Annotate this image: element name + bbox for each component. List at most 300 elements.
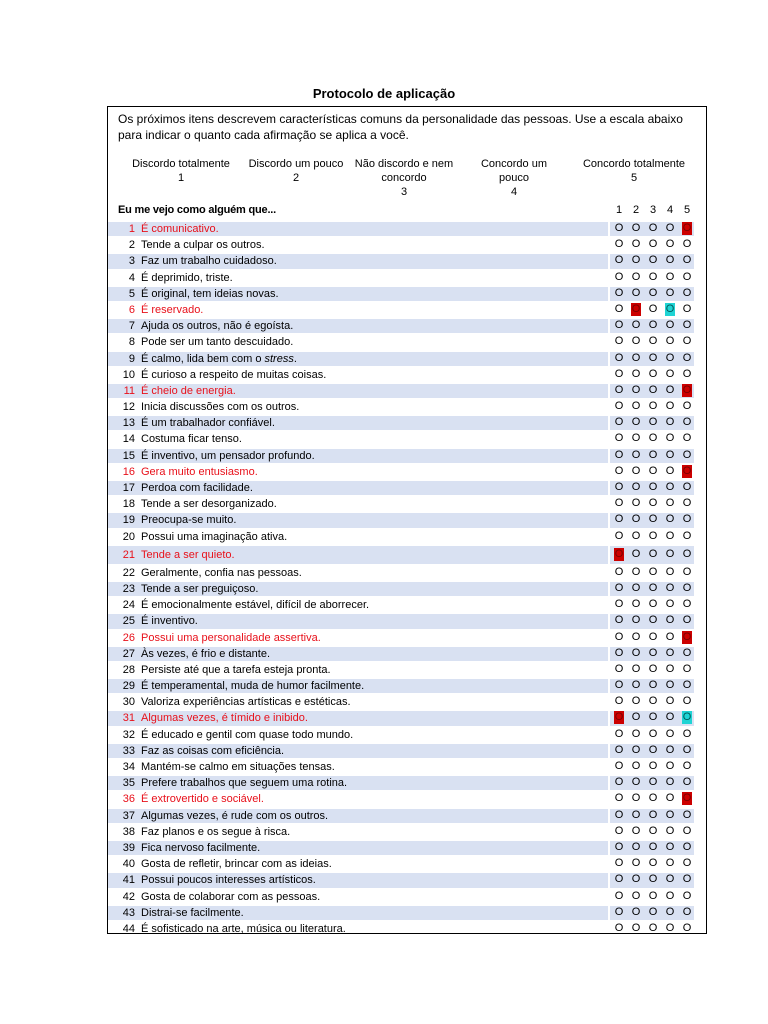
rating-option-3[interactable]: O (648, 662, 658, 675)
rating-option-5[interactable]: O (682, 400, 692, 413)
rating-option-3[interactable]: O (648, 695, 658, 708)
questionnaire-item (108, 694, 707, 710)
rating-option-4[interactable]: O (665, 383, 675, 396)
questionnaire-item (108, 630, 707, 646)
item-text: Persiste até que a tarefa esteja pronta. (141, 663, 331, 676)
rating-option-1[interactable]: O (614, 679, 624, 692)
item-number: 9 (128, 352, 135, 365)
rating-option-2[interactable]: O (631, 695, 641, 708)
rating-option-3[interactable]: O (648, 808, 658, 821)
item-text: Possui poucos interesses artísticos. (141, 874, 316, 887)
rating-option-2[interactable]: O (631, 335, 641, 348)
rating-option-1[interactable]: O (614, 481, 624, 493)
rating-option-2[interactable]: O (631, 614, 641, 627)
item-text: É extrovertido e sociável. (141, 793, 264, 806)
rating-option-5-selected[interactable]: O (682, 464, 692, 477)
rating-option-3[interactable]: O (648, 222, 658, 234)
item-text: Tende a culpar os outros. (141, 239, 265, 252)
rating-option-3[interactable]: O (648, 824, 658, 837)
item-number: 14 (122, 433, 135, 446)
rating-option-4[interactable]: O (665, 481, 675, 493)
rating-option-3[interactable]: O (648, 711, 658, 724)
rating-option-5[interactable]: O (682, 351, 692, 364)
rating-option-5[interactable]: O (682, 743, 692, 756)
rating-option-1[interactable]: O (614, 351, 624, 364)
rating-option-3[interactable]: O (648, 598, 658, 611)
rating-option-2[interactable]: O (631, 565, 641, 578)
rating-option-1[interactable]: O (614, 529, 624, 542)
item-number: 25 (122, 615, 135, 628)
item-text: É um trabalhador confiável. (141, 417, 275, 430)
rating-option-1[interactable]: O (614, 727, 624, 740)
item-number: 22 (122, 566, 135, 579)
rating-option-1[interactable]: O (614, 383, 624, 396)
item-number: 27 (122, 647, 135, 660)
item-number: 24 (122, 599, 135, 612)
rating-option-4[interactable]: O (665, 630, 675, 643)
rating-option-5[interactable]: O (682, 302, 692, 315)
rating-option-3[interactable]: O (648, 614, 658, 627)
rating-option-1[interactable]: O (614, 808, 624, 821)
rating-option-5-selected[interactable]: O (682, 630, 692, 643)
rating-option-4[interactable]: O (665, 270, 675, 283)
rating-option-1[interactable]: O (614, 824, 624, 837)
rating-option-1[interactable]: O (614, 319, 624, 332)
rating-option-4[interactable]: O (665, 727, 675, 740)
rating-option-2[interactable]: O (631, 873, 641, 886)
rating-option-1[interactable]: O (614, 921, 624, 934)
rating-option-1[interactable]: O (614, 905, 624, 918)
rating-option-3[interactable]: O (648, 383, 658, 396)
rating-option-3[interactable]: O (648, 497, 658, 510)
rating-option-5[interactable]: O (682, 921, 692, 934)
rating-option-1[interactable]: O (614, 254, 624, 267)
questionnaire-box (107, 106, 707, 934)
rating-option-2[interactable]: O (631, 662, 641, 675)
rating-option-4[interactable]: O (665, 416, 675, 429)
rating-option-5[interactable]: O (682, 432, 692, 445)
rating-option-1[interactable]: O (614, 367, 624, 380)
rating-option-2[interactable]: O (631, 222, 641, 234)
rating-option-3[interactable]: O (648, 547, 658, 560)
rating-option-3[interactable]: O (648, 367, 658, 380)
rating-option-4[interactable]: O (665, 254, 675, 267)
rating-option-4[interactable]: O (665, 367, 675, 380)
rating-option-5[interactable]: O (682, 254, 692, 267)
rating-option-3[interactable]: O (648, 351, 658, 364)
rating-option-2[interactable]: O (631, 416, 641, 429)
rating-option-5[interactable]: O (682, 448, 692, 461)
rating-option-5[interactable]: O (682, 873, 692, 886)
rating-option-1[interactable]: O (614, 840, 624, 853)
questionnaire-item (108, 529, 707, 545)
rating-option-5[interactable]: O (682, 662, 692, 675)
rating-option-5[interactable]: O (682, 529, 692, 542)
rating-option-2[interactable]: O (631, 921, 641, 934)
rating-option-2[interactable]: O (631, 598, 641, 611)
questionnaire-item (108, 791, 707, 807)
rating-option-5[interactable]: O (682, 497, 692, 510)
rating-option-5[interactable]: O (682, 565, 692, 578)
rating-option-3[interactable]: O (648, 464, 658, 477)
rating-option-3[interactable]: O (648, 565, 658, 578)
rating-option-2[interactable]: O (631, 857, 641, 870)
rating-option-3[interactable]: O (648, 857, 658, 870)
item-text: Prefere trabalhos que seguem uma rotina. (141, 777, 348, 790)
rating-option-1[interactable]: O (614, 270, 624, 283)
rating-option-2[interactable]: O (631, 351, 641, 364)
item-text: Costuma ficar tenso. (141, 433, 242, 446)
rating-option-1[interactable]: O (614, 776, 624, 789)
item-text: É temperamental, muda de humor facilmente. (141, 680, 365, 693)
item-text: É cheio de energia. (141, 384, 236, 397)
item-text: É comunicativo. (141, 223, 219, 235)
item-text: Inicia discussões com os outros. (141, 401, 300, 414)
rating-option-4[interactable]: O (665, 497, 675, 510)
rating-option-4[interactable]: O (665, 351, 675, 364)
rating-option-2[interactable]: O (631, 547, 641, 560)
rating-option-2[interactable]: O (631, 581, 641, 594)
rating-option-2[interactable]: O (631, 792, 641, 805)
rating-option-1[interactable]: O (614, 464, 624, 477)
item-number: 40 (122, 858, 135, 871)
rating-option-2[interactable]: O (631, 497, 641, 510)
rating-option-2[interactable]: O (631, 513, 641, 526)
rating-option-2[interactable]: O (631, 529, 641, 542)
rating-option-1[interactable]: O (614, 238, 624, 251)
rating-option-5[interactable]: O (682, 905, 692, 918)
rating-option-1[interactable]: O (614, 222, 624, 234)
questionnaire-item (108, 415, 707, 431)
rating-option-5[interactable]: O (682, 367, 692, 380)
questionnaire-item (108, 512, 707, 528)
rating-option-2-selected[interactable]: O (631, 302, 641, 315)
rating-option-4[interactable]: O (665, 448, 675, 461)
questionnaire-item (108, 808, 707, 824)
rating-option-3[interactable]: O (648, 921, 658, 934)
rating-option-4[interactable]: O (665, 646, 675, 659)
rating-option-3[interactable]: O (648, 646, 658, 659)
rating-option-5[interactable]: O (682, 889, 692, 902)
item-text: É reservado. (141, 303, 204, 316)
rating-option-2[interactable]: O (631, 238, 641, 251)
rating-option-4[interactable]: O (665, 513, 675, 526)
rating-option-3[interactable]: O (648, 776, 658, 789)
rating-option-1[interactable]: O (614, 598, 624, 611)
questionnaire-item (108, 496, 707, 512)
item-number: 16 (122, 465, 135, 478)
rating-option-2[interactable]: O (631, 254, 641, 267)
rating-option-4[interactable]: O (665, 695, 675, 708)
rating-option-4[interactable]: O (665, 335, 675, 348)
rating-option-2[interactable]: O (631, 743, 641, 756)
rating-option-4[interactable]: O (665, 319, 675, 332)
questionnaire-item (108, 856, 707, 872)
item-number: 7 (128, 320, 135, 333)
rating-option-5[interactable]: O (682, 547, 692, 560)
rating-option-1[interactable]: O (614, 286, 624, 299)
rating-option-3[interactable]: O (648, 889, 658, 902)
rating-option-1[interactable]: O (614, 302, 624, 315)
rating-option-4[interactable]: O (665, 581, 675, 594)
rating-option-5[interactable]: O (682, 513, 692, 526)
rating-option-3[interactable]: O (648, 335, 658, 348)
rating-option-3[interactable]: O (648, 581, 658, 594)
rating-option-1[interactable]: O (614, 873, 624, 886)
column-header-5: 5 (683, 204, 691, 216)
column-header-1: 1 (615, 204, 623, 216)
rating-option-1[interactable]: O (614, 448, 624, 461)
rating-option-3[interactable]: O (648, 238, 658, 251)
rating-option-3[interactable]: O (648, 513, 658, 526)
rating-option-2[interactable]: O (631, 432, 641, 445)
rating-option-5-selected[interactable]: O (682, 792, 692, 805)
questionnaire-item (108, 872, 707, 888)
item-text: É inventivo. (141, 615, 198, 628)
rating-option-3[interactable]: O (648, 254, 658, 267)
rating-option-5[interactable]: O (682, 335, 692, 348)
rating-option-4[interactable]: O (665, 679, 675, 692)
item-number: 20 (122, 530, 135, 543)
questionnaire-item (108, 431, 707, 447)
item-text: Faz as coisas com eficiência. (141, 744, 285, 757)
rating-option-2[interactable]: O (631, 448, 641, 461)
item-number: 5 (128, 287, 135, 300)
item-number: 37 (122, 809, 135, 822)
rating-option-5[interactable]: O (682, 416, 692, 429)
rating-option-4[interactable]: O (665, 614, 675, 627)
questionnaire-item (108, 727, 707, 743)
rating-option-5[interactable]: O (682, 776, 692, 789)
rating-option-5[interactable]: O (682, 286, 692, 299)
rating-option-3[interactable]: O (648, 873, 658, 886)
rating-option-3[interactable]: O (648, 760, 658, 772)
rating-option-2[interactable]: O (631, 840, 641, 853)
rating-option-3[interactable]: O (648, 743, 658, 756)
rating-option-4[interactable]: O (665, 547, 675, 560)
item-text: É original, tem ideias novas. (141, 287, 279, 300)
rating-option-4[interactable]: O (665, 529, 675, 542)
questionnaire-item (108, 743, 707, 759)
item-number: 26 (122, 631, 135, 644)
item-text: Algumas vezes, é tímido e inibido. (141, 712, 308, 725)
rating-option-1[interactable]: O (614, 416, 624, 429)
rating-option-5[interactable]: O (682, 727, 692, 740)
rating-option-4[interactable]: O (665, 711, 675, 724)
scale-value: 2 (292, 172, 300, 184)
rating-option-5-selected[interactable]: O (682, 222, 692, 234)
item-number: 4 (128, 271, 135, 284)
rating-option-4[interactable]: O (665, 905, 675, 918)
item-number: 17 (122, 482, 135, 494)
rating-option-2[interactable]: O (631, 905, 641, 918)
rating-option-4[interactable]: O (665, 808, 675, 821)
rating-option-5-selected[interactable]: O (682, 383, 692, 396)
rating-option-5[interactable]: O (682, 808, 692, 821)
rating-option-4[interactable]: O (665, 889, 675, 902)
rating-option-5[interactable]: O (682, 760, 692, 772)
rating-option-1[interactable]: O (614, 614, 624, 627)
rating-option-4[interactable]: O (665, 432, 675, 445)
rating-option-4[interactable]: O (665, 840, 675, 853)
item-number: 12 (122, 401, 135, 414)
questionnaire-item (108, 237, 707, 253)
questionnaire-item (108, 302, 707, 318)
rating-option-5[interactable]: O (682, 238, 692, 251)
rating-option-3[interactable]: O (648, 319, 658, 332)
rating-option-2[interactable]: O (631, 383, 641, 396)
rating-option-1[interactable]: O (614, 857, 624, 870)
rating-option-4[interactable]: O (665, 400, 675, 413)
rating-option-4[interactable]: O (665, 598, 675, 611)
rating-option-1[interactable]: O (614, 695, 624, 708)
rating-option-2[interactable]: O (631, 319, 641, 332)
questionnaire-item (108, 678, 707, 694)
rating-option-1[interactable]: O (614, 760, 624, 772)
rating-option-5[interactable]: O (682, 857, 692, 870)
rating-option-4[interactable]: O (665, 464, 675, 477)
rating-option-3[interactable]: O (648, 286, 658, 299)
rating-option-2[interactable]: O (631, 646, 641, 659)
rating-option-2[interactable]: O (631, 808, 641, 821)
questionnaire-item (108, 545, 707, 565)
rating-option-5[interactable]: O (682, 270, 692, 283)
rating-option-3[interactable]: O (648, 481, 658, 493)
rating-option-5[interactable]: O (682, 598, 692, 611)
rating-option-1[interactable]: O (614, 630, 624, 643)
rating-option-5[interactable]: O (682, 319, 692, 332)
rating-option-2[interactable]: O (631, 367, 641, 380)
rating-option-4[interactable]: O (665, 857, 675, 870)
rating-option-2[interactable]: O (631, 270, 641, 283)
rating-option-5[interactable]: O (682, 581, 692, 594)
item-text: É deprimido, triste. (141, 271, 233, 284)
rating-option-2[interactable]: O (631, 630, 641, 643)
rating-option-4[interactable]: O (665, 824, 675, 837)
rating-option-2[interactable]: O (631, 400, 641, 413)
rating-option-2[interactable]: O (631, 760, 641, 772)
questionnaire-item (108, 253, 707, 269)
rating-option-4[interactable]: O (665, 921, 675, 934)
item-text: Ajuda os outros, não é egoísta. (141, 320, 294, 333)
scale-option-2 (241, 157, 351, 185)
rating-option-2[interactable]: O (631, 711, 641, 724)
item-text: Às vezes, é frio e distante. (141, 647, 271, 660)
rating-option-4[interactable]: O (665, 222, 675, 234)
rating-option-5[interactable]: O (682, 679, 692, 692)
item-number: 33 (122, 744, 135, 757)
rating-option-2[interactable]: O (631, 464, 641, 477)
rating-option-3[interactable]: O (648, 792, 658, 805)
rating-option-4[interactable]: O (665, 776, 675, 789)
item-text: É educado e gentil com quase todo mundo. (141, 728, 354, 741)
rating-option-2[interactable]: O (631, 481, 641, 493)
item-text: Mantém-se calmo em situações tensas. (141, 761, 335, 773)
rating-option-3[interactable]: O (648, 727, 658, 740)
item-list (108, 221, 707, 934)
rating-option-4-selected[interactable]: O (665, 302, 675, 315)
item-text: Preocupa-se muito. (141, 514, 237, 527)
questionnaire-item (108, 367, 707, 383)
rating-option-1[interactable]: O (614, 335, 624, 348)
item-number: 28 (122, 663, 135, 676)
rating-option-3[interactable]: O (648, 432, 658, 445)
item-text: Pode ser um tanto descuidado. (141, 336, 294, 349)
rating-option-1[interactable]: O (614, 497, 624, 510)
rating-option-1[interactable]: O (614, 889, 624, 902)
rating-option-5[interactable]: O (682, 824, 692, 837)
rating-option-2[interactable]: O (631, 776, 641, 789)
rating-option-1[interactable]: O (614, 662, 624, 675)
rating-option-3[interactable]: O (648, 630, 658, 643)
rating-option-1[interactable]: O (614, 513, 624, 526)
rating-option-4[interactable]: O (665, 760, 675, 772)
rating-option-4[interactable]: O (665, 286, 675, 299)
rating-option-1-selected[interactable]: O (614, 711, 624, 724)
rating-option-1[interactable]: O (614, 792, 624, 805)
rating-option-1[interactable]: O (614, 581, 624, 594)
scale-value: 4 (510, 186, 518, 198)
rating-option-3[interactable]: O (648, 448, 658, 461)
item-number: 38 (122, 825, 135, 838)
rating-option-4[interactable]: O (665, 743, 675, 756)
rating-option-4[interactable]: O (665, 238, 675, 251)
rating-option-4[interactable]: O (665, 792, 675, 805)
rating-option-1[interactable]: O (614, 432, 624, 445)
rating-option-4[interactable]: O (665, 662, 675, 675)
rating-option-1-selected[interactable]: O (614, 547, 624, 560)
item-text: Gosta de refletir, brincar com as ideias. (141, 858, 332, 871)
rating-option-5[interactable]: O (682, 481, 692, 493)
rating-option-2[interactable]: O (631, 727, 641, 740)
rating-option-3[interactable]: O (648, 302, 658, 315)
rating-option-4[interactable]: O (665, 873, 675, 886)
item-number: 6 (128, 303, 135, 316)
rating-option-3[interactable]: O (648, 416, 658, 429)
rating-option-2[interactable]: O (631, 889, 641, 902)
questionnaire-item (108, 775, 707, 791)
rating-option-1[interactable]: O (614, 646, 624, 659)
scale-label: Não discordo e nem concordo (354, 158, 454, 184)
column-header-4: 4 (666, 204, 674, 216)
rating-option-1[interactable]: O (614, 743, 624, 756)
rating-option-3[interactable]: O (648, 679, 658, 692)
rating-option-3[interactable]: O (648, 270, 658, 283)
rating-option-3[interactable]: O (648, 400, 658, 413)
questionnaire-item (108, 270, 707, 286)
rating-option-2[interactable]: O (631, 679, 641, 692)
rating-option-5-selected[interactable]: O (682, 711, 692, 724)
rating-option-5[interactable]: O (682, 614, 692, 627)
rating-option-5[interactable]: O (682, 695, 692, 708)
questionnaire-item (108, 662, 707, 678)
rating-option-3[interactable]: O (648, 529, 658, 542)
questionnaire-item (108, 581, 707, 597)
item-number: 3 (128, 255, 135, 268)
rating-option-2[interactable]: O (631, 824, 641, 837)
rating-option-4[interactable]: O (665, 565, 675, 578)
questionnaire-item (108, 905, 707, 921)
item-text: Tende a ser quieto. (141, 548, 235, 561)
rating-option-3[interactable]: O (648, 905, 658, 918)
rating-option-1[interactable]: O (614, 400, 624, 413)
rating-option-3[interactable]: O (648, 840, 658, 853)
rating-option-5[interactable]: O (682, 840, 692, 853)
rating-option-2[interactable]: O (631, 286, 641, 299)
item-number: 35 (122, 777, 135, 790)
rating-option-5[interactable]: O (682, 646, 692, 659)
rating-option-1[interactable]: O (614, 565, 624, 578)
